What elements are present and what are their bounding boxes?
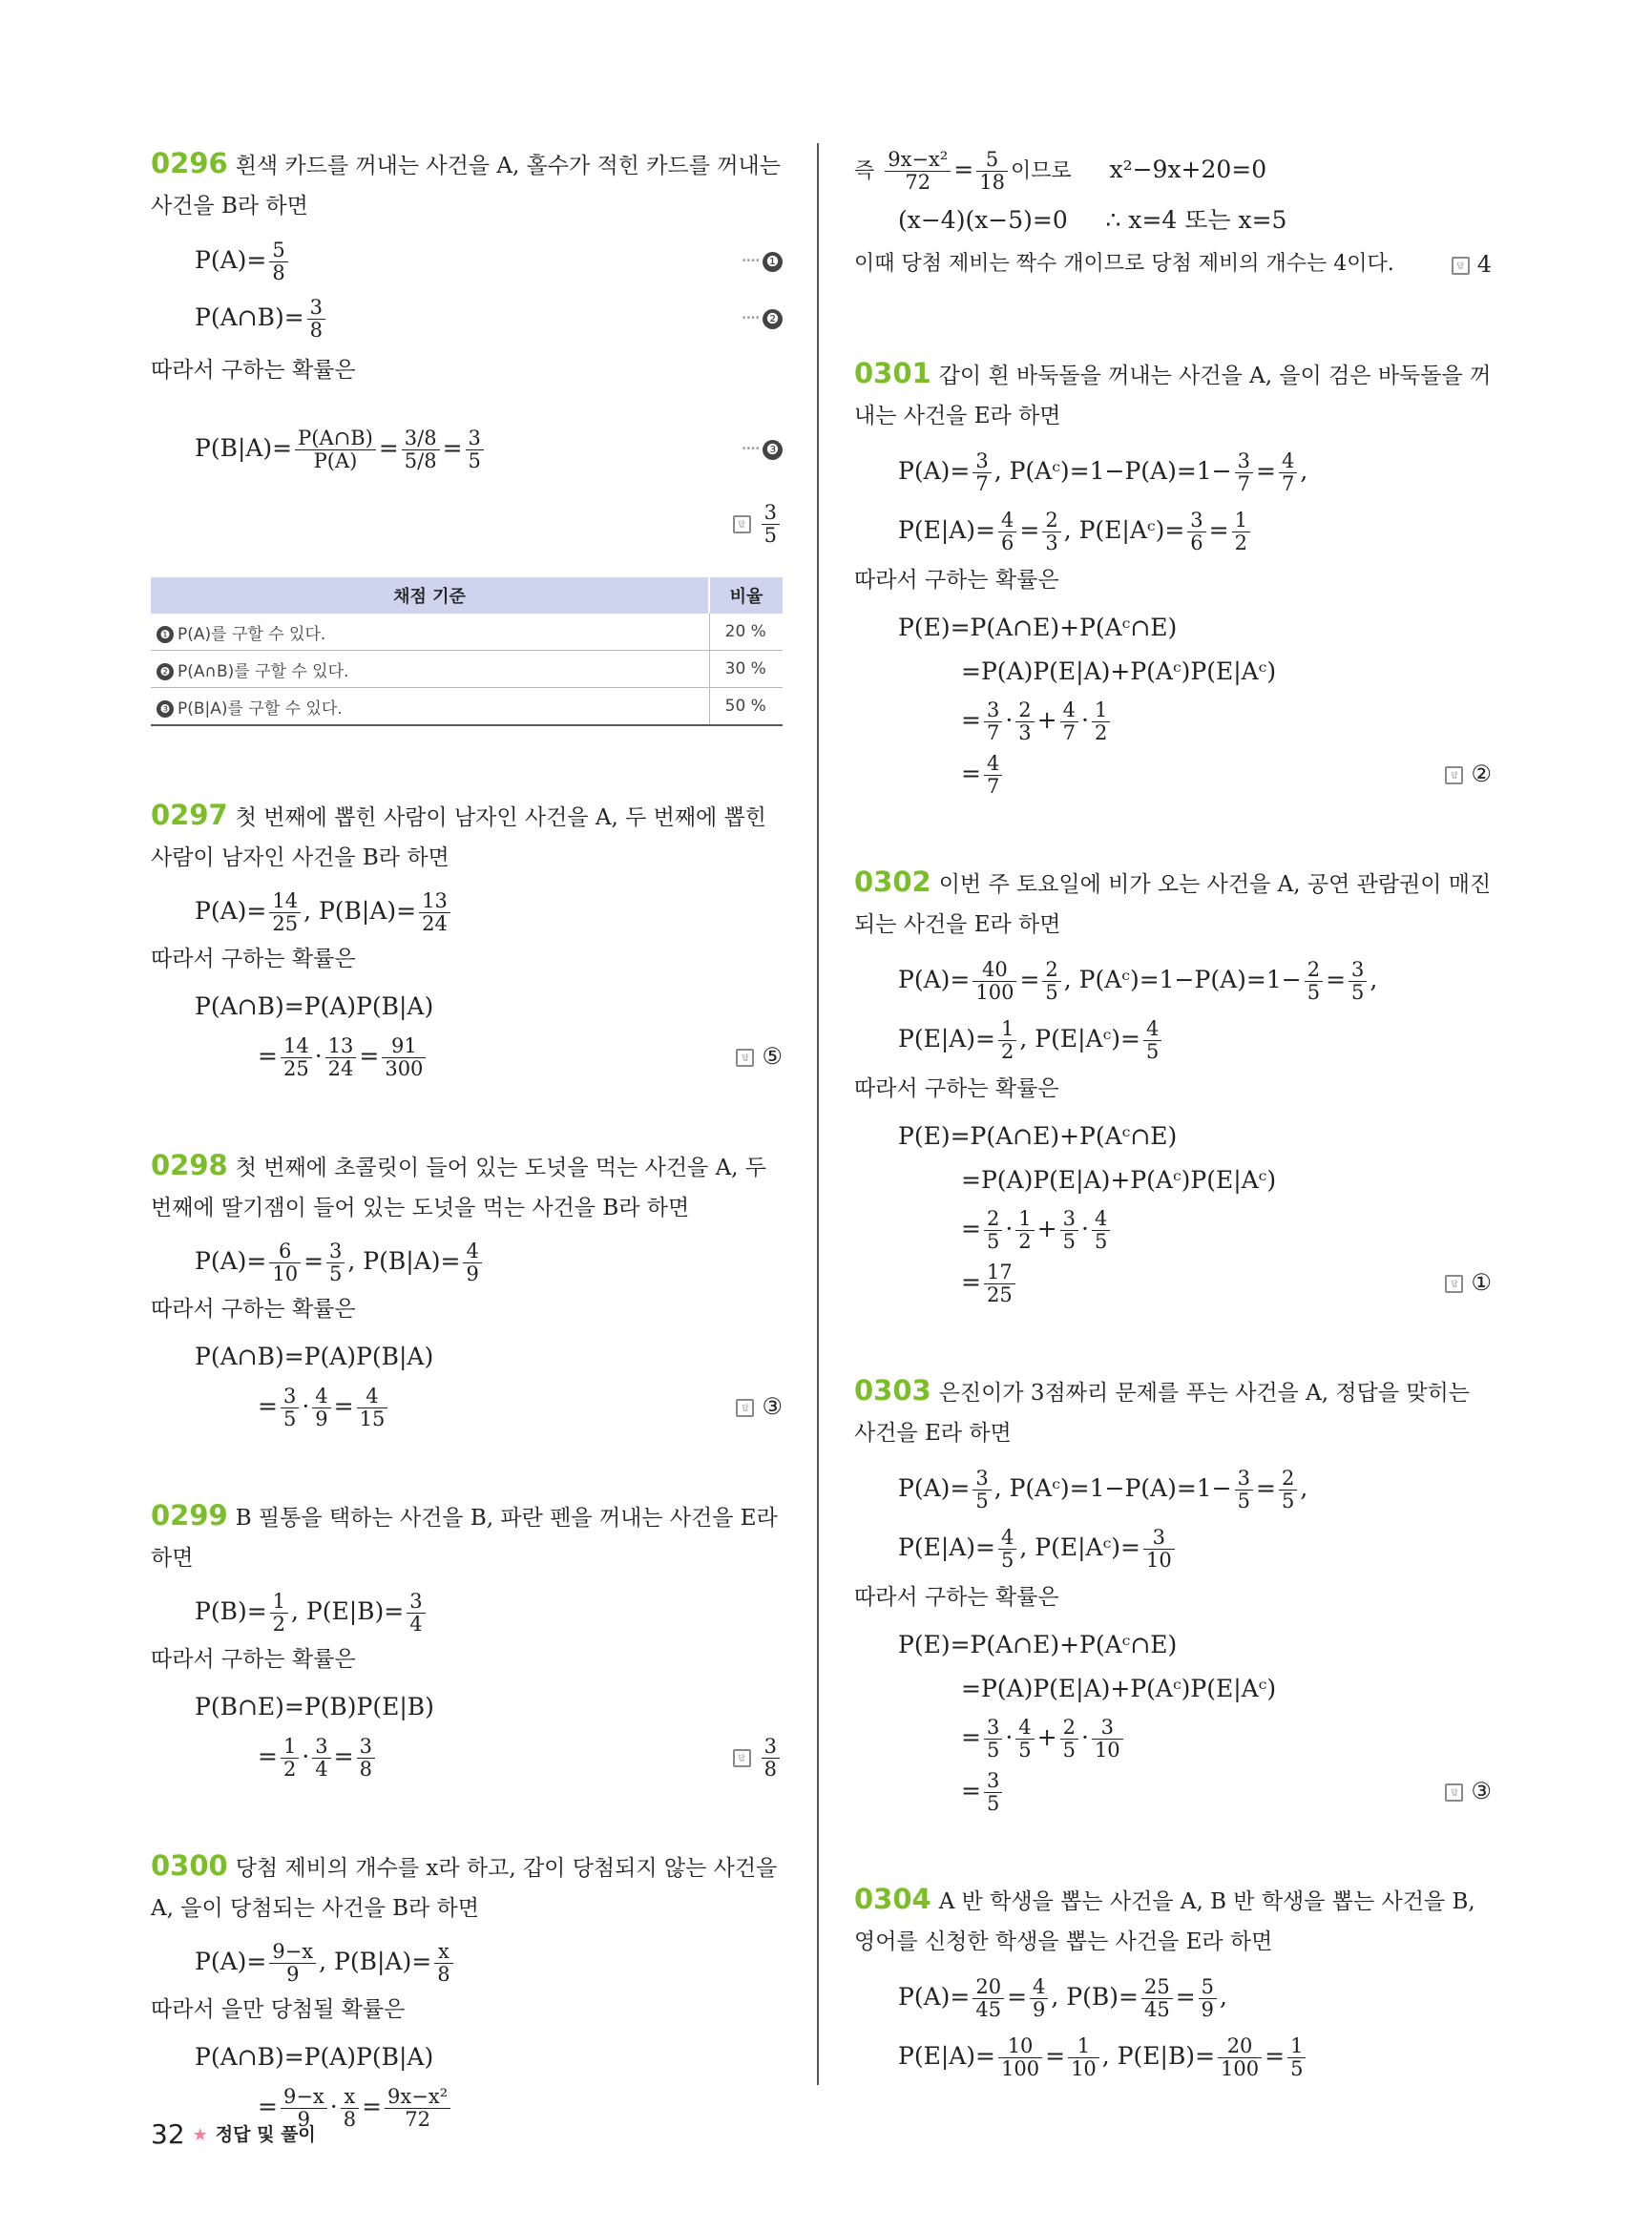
therefore-text: 따라서 구하는 확률은 (854, 568, 1059, 593)
criteria-header: 채점 기준 (151, 577, 709, 614)
equation-line: P(B∩E)=P(B)P(E|B) (195, 1693, 434, 1720)
therefore-text: 따라서 을만 당첨될 확률은 (151, 1997, 406, 2022)
problem-intro: 첫 번째에 초콜릿이 들어 있는 도넛을 먹는 사건을 A, 두 번째에 딸기잼이 들어 있는 도넛을 먹는 사건을 B라 하면 (151, 1156, 767, 1220)
answer: 답 ③ (1445, 1764, 1492, 1818)
step-marker: ···· ❸ (741, 396, 783, 501)
equation-line: P(E|A)= $\frac{10}{100}$ = $\frac{1}{10}$ , P(E|B)= $\frac{20}{100}$ = $\frac{1}{5}$ (854, 2027, 1492, 2086)
equation-line: = $\frac{3}{5}$ 답 ③ (854, 1764, 1492, 1818)
step-marker: ···· ❷ (741, 289, 783, 346)
equation-line: P(A)= $\frac{20}{45}$ = $\frac{4}{9}$ , P(B)= $\frac{25}{45}$ = $\frac{5}{9}$ , (898, 1975, 1227, 2021)
equation-line: P(A)= $\frac{3}{5}$ , P(Aᶜ)=1−P(A)=1− $\frac{3}{5}$ = $\frac{2}{5}$ , (898, 1467, 1308, 1512)
therefore-text: 따라서 구하는 확률은 (854, 1076, 1059, 1101)
equation-line: = $\frac{1}{2}$ · $\frac{3}{4}$ = $\frac{3}{8}$ 답 $\frac{3}{8}$ (151, 1729, 783, 1784)
star-icon: ★ (192, 2125, 208, 2145)
problem-0301 (854, 353, 1492, 801)
problem-0303 (854, 1370, 1492, 1818)
problem-number: 0302 (854, 865, 931, 898)
problem-intro: 당첨 제비의 개수를 x라 하고, 갑이 당첨되지 않는 사건을 A, 을이 당첨되는 사건을 B라 하면 (151, 1856, 778, 1921)
page-number: 32 (151, 2118, 185, 2150)
answer-line (151, 501, 783, 560)
problem-intro: 갑이 흰 바둑돌을 꺼내는 사건을 A, 을이 검은 바둑돌을 꺼내는 사건을 E라 하면 (854, 364, 1492, 428)
fraction: $\frac{5}{8}$ (269, 240, 287, 284)
equation-line: P(E)=P(A∩E)+P(Aᶜ∩E) (898, 614, 1178, 641)
answer-icon: 답 (736, 1049, 754, 1067)
therefore-text: 따라서 구하는 확률은 (854, 1585, 1059, 1610)
table-row: ❸ P(B|A)를 구할 수 있다. 50 % (151, 688, 783, 726)
answer-icon: 답 (1445, 1783, 1463, 1802)
answer-icon: 답 (736, 1399, 754, 1417)
answer: 답 $\frac{3}{5}$ (733, 501, 783, 547)
equation-line: =P(A)P(E|A)+P(Aᶜ)P(E|Aᶜ) (961, 657, 1277, 685)
page-footer (151, 2118, 316, 2150)
answer: 답 ③ (736, 1379, 783, 1434)
equation-line: P(A∩B)=P(A)P(B|A) (195, 2043, 434, 2071)
problem-0299 (151, 1495, 783, 1784)
answer-icon: 답 (1452, 257, 1470, 275)
equation-line: P(E|A)= $\frac{1}{2}$ , P(E|Aᶜ)= $\frac{4}{5}$ (854, 1010, 1492, 1069)
equation-line: P(A)= $\frac{9-x}{9}$ , P(B|A)= $\frac{x}{8}$ (151, 1934, 783, 1990)
column-divider (817, 143, 819, 2085)
therefore-text: 따라서 구하는 확률은 (151, 1647, 356, 1672)
equation-line: = $\frac{4}{7}$ 답 ② (854, 747, 1492, 801)
step-marker: ···· ❶ (741, 232, 783, 289)
equation-line: = $\frac{3}{7}$ · $\frac{2}{3}$ + $\frac{4}{7}$ · $\frac{1}{2}$ (854, 694, 1492, 747)
equation-line: P(A)= $\frac{40}{100}$ = $\frac{2}{5}$ , P(Aᶜ)=1−P(A)=1− $\frac{2}{5}$ = $\frac{3}{5}$ , (898, 958, 1378, 1004)
left-column (151, 143, 783, 2135)
equation-line: =P(A)P(E|A)+P(Aᶜ)P(E|Aᶜ) (961, 1166, 1277, 1194)
footer-label: 정답 및 풀이 (215, 2124, 316, 2145)
equation-line: P(E)=P(A∩E)+P(Aᶜ∩E) (898, 1631, 1178, 1658)
problem-number: 0301 (854, 357, 931, 389)
right-column (854, 143, 1492, 2086)
grading-table (151, 577, 783, 726)
problem-0300 (151, 1845, 783, 2135)
equation-line: = $\frac{9-x}{9}$ · $\frac{x}{8}$ = $\frac{\text{9x−x²}}{72}$ (151, 2079, 783, 2135)
problem-number: 0298 (151, 1149, 228, 1181)
problem-intro: 첫 번째에 뽑힌 사람이 남자인 사건을 A, 두 번째에 뽑힌 사람이 남자인 사건을 B라 하면 (151, 805, 767, 870)
equation-line: = $\frac{17}{25}$ 답 ① (854, 1256, 1492, 1309)
therefore-text: 따라서 구하는 확률은 (151, 358, 356, 383)
problem-0296 (151, 143, 783, 726)
equation-line: =P(A)P(E|A)+P(Aᶜ)P(E|Aᶜ) (961, 1675, 1277, 1702)
problem-number: 0303 (854, 1374, 931, 1407)
problem-intro: 은진이가 3점짜리 문제를 푸는 사건을 A, 정답을 맞히는 사건을 E라 하면 (854, 1381, 1471, 1446)
equation-line: = $\frac{14}{25}$ · $\frac{13}{24}$ = $\frac{91}{300}$ 답 ⑤ (151, 1029, 783, 1084)
equation-line: P(A∩B)=P(A)P(B|A) (195, 1343, 434, 1370)
fraction: $\frac{P(A\cap B)}{P(A)}$ (295, 427, 376, 472)
equation-line: (x−4)(x−5)=0 ∴ x=4 또는 x=5 (898, 206, 1287, 234)
rate-header: 비율 (709, 577, 783, 614)
equation-line: = $\frac{2}{5}$ · $\frac{1}{2}$ + $\frac{3}{5}$ · $\frac{4}{5}$ (854, 1202, 1492, 1256)
fraction: $\frac{3}{5}$ (466, 427, 484, 472)
answer-icon: 답 (1445, 766, 1463, 784)
fraction: $\frac{3}{8}$ (307, 297, 325, 342)
equation-line: P(B|A)= $\frac{P(A\cap B)}{P(A)}$ = $\frac{3/8}{5/8}$ = $\frac{3}{5}$ ···· ❸ (151, 396, 783, 501)
equation-line: 즉 $\frac{\text{9x−x²}}{72}$ = $\frac{5}{18}$ 이므로 x²−9x+20=0 (854, 148, 1267, 194)
answer: 답 ② (1445, 747, 1492, 801)
problem-number: 0299 (151, 1499, 228, 1532)
answer-icon: 답 (1445, 1275, 1463, 1293)
equation-line: P(A∩B)=P(A)P(B|A) (195, 992, 434, 1020)
answer: 답 ① (1445, 1256, 1492, 1309)
equation-line: P(A)= $\frac{6}{10}$ = $\frac{3}{5}$ , P(B|A)= $\frac{4}{9}$ (151, 1234, 783, 1289)
equation-line: P(A)= $\frac{14}{25}$ , P(B|A)= $\frac{13}{24}$ (151, 884, 783, 939)
answer-icon: 답 (733, 515, 751, 533)
problem-0304 (854, 1879, 1492, 2086)
fraction: $\frac{3/8}{5/8}$ (402, 427, 440, 472)
problem-0297 (151, 795, 783, 1084)
equation-line: P(E|A)= $\frac{4}{5}$ , P(E|Aᶜ)= $\frac{3}{10}$ (854, 1518, 1492, 1577)
therefore-text: 따라서 구하는 확률은 (151, 947, 356, 971)
therefore-text: 따라서 구하는 확률은 (151, 1297, 356, 1322)
problem-number: 0304 (854, 1883, 931, 1915)
problem-number: 0300 (151, 1849, 228, 1882)
problem-number: 0297 (151, 799, 228, 831)
equation-line: = $\frac{3}{5}$ · $\frac{4}{9}$ = $\frac{4}{15}$ 답 ③ (151, 1379, 783, 1434)
table-row: ❶ P(A)를 구할 수 있다. 20 % (151, 614, 783, 651)
answer: 답 $\frac{3}{8}$ (733, 1729, 783, 1784)
answer-icon: 답 (733, 1749, 751, 1767)
equation-line: P(A∩B)= $\frac{3}{8}$ ···· ❷ (151, 289, 783, 346)
problem-0298 (151, 1145, 783, 1434)
problem-0302 (854, 862, 1492, 1309)
problem-number: 0296 (151, 147, 228, 179)
equation-line: P(E)=P(A∩E)+P(Aᶜ∩E) (898, 1122, 1178, 1150)
table-row: ❷ P(A∩B)를 구할 수 있다. 30 % (151, 651, 783, 688)
equation-line: = $\frac{3}{5}$ · $\frac{4}{5}$ + $\frac{2}{5}$ · $\frac{3}{10}$ (854, 1711, 1492, 1764)
answer: 답 4 (1452, 242, 1492, 286)
equation-line: P(A)= $\frac{3}{7}$ , P(Aᶜ)=1−P(A)=1− $\frac{3}{7}$ = $\frac{4}{7}$ , (898, 449, 1308, 495)
problem-intro: 이번 주 토요일에 비가 오는 사건을 A, 공연 관람권이 매진되는 사건을 E라 하면 (854, 872, 1492, 937)
conclusion-line: 이때 당첨 제비는 짝수 개이므로 당첨 제비의 개수는 4이다. 답 4 (854, 242, 1492, 286)
answer: 답 ⑤ (736, 1029, 783, 1084)
equation-line: P(A)= $\frac{5}{8}$ ···· ❶ (151, 232, 783, 289)
equation-line: P(E|A)= $\frac{4}{6}$ = $\frac{2}{3}$ , P(E|Aᶜ)= $\frac{3}{6}$ = $\frac{1}{2}$ (854, 501, 1492, 560)
problem-intro: 흰색 카드를 꺼내는 사건을 A, 홀수가 적힌 카드를 꺼내는 사건을 B라 하면 (151, 154, 781, 219)
problem-0300-continued (854, 143, 1492, 286)
problem-intro: A 반 학생을 뽑는 사건을 A, B 반 학생을 뽑는 사건을 B, 영어를 신청한 학생을 뽑는 사건을 E라 하면 (854, 1889, 1475, 1954)
problem-intro: B 필통을 택하는 사건을 B, 파란 펜을 꺼내는 사건을 E라 하면 (151, 1506, 778, 1571)
equation-line: P(B)= $\frac{1}{2}$ , P(E|B)= $\frac{3}{4}$ (151, 1584, 783, 1639)
